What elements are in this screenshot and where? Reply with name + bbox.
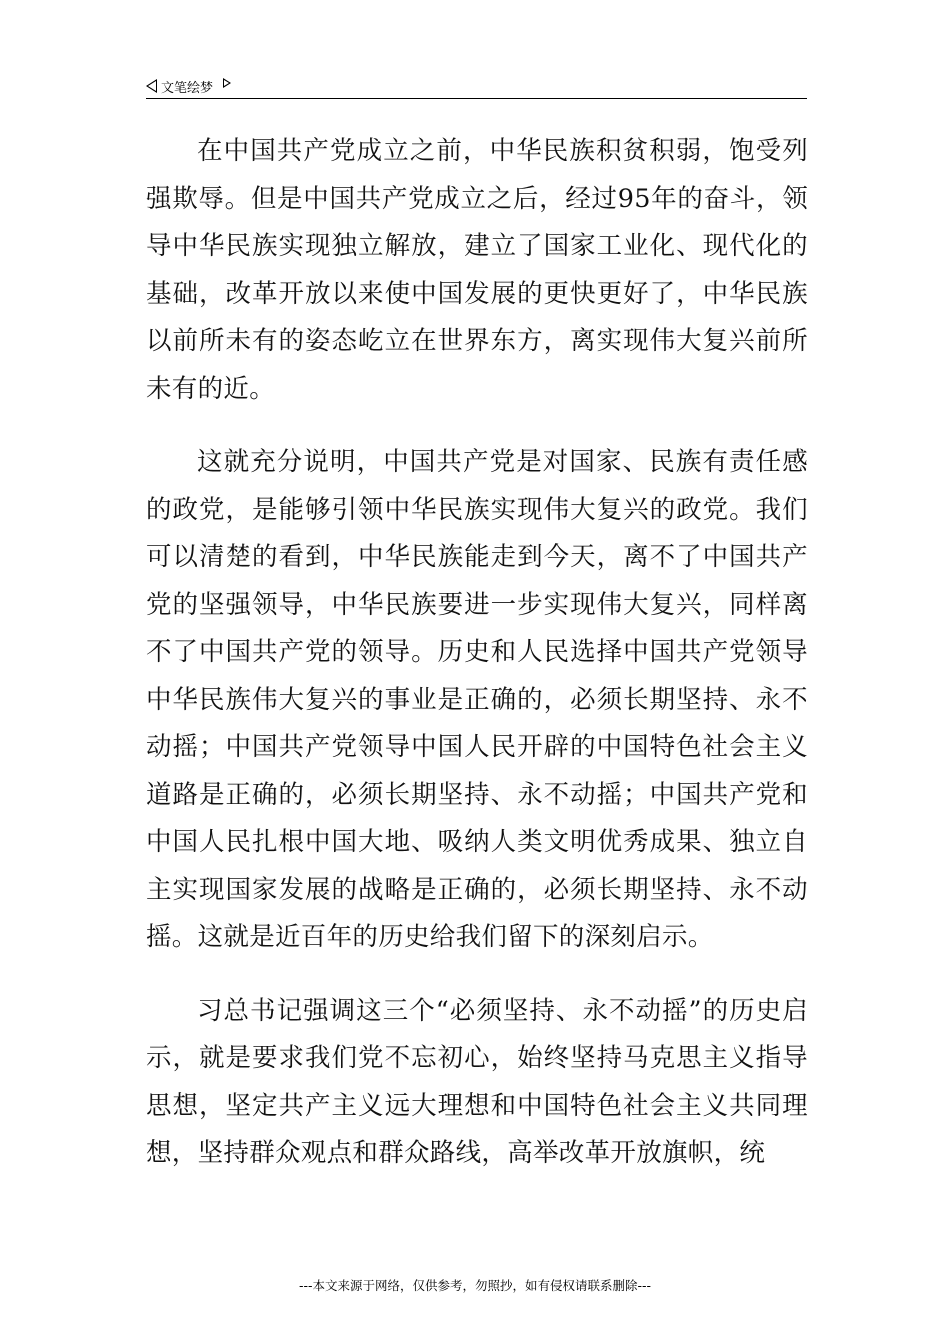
page-footer: ---本文来源于网络，仅供参考，勿照抄，如有侵权请联系删除--- (298, 1278, 652, 1293)
document-body (146, 128, 808, 1204)
paragraph: 这就充分说明，中国共产党是对国家、民族有责任感的政党，是能够引领中华民族实现伟大复兴的政党。我们可以清楚的看到，中华民族能走到今天，离不了中国共产党的坚强领导，中华民族要进一步实现伟大复兴，同样离不了中国共产党的领导。历史和人民选择中国共产党领导中华民族伟大复兴的事业是正确的，必须长期坚持、永不动摇；中国共产党领导中国人民开辟的中国特色社会主义道路是正确的，必须长期坚持、永不动摇；中国共产党和中国人民扎根中国大地、吸纳人类文明优秀成果、独立自主实现国家发展的战略是正确的，必须长期坚持、永不动摇。这就是近百年的历史给我们留下的深刻启示。 (146, 447, 808, 952)
triangle-left-icon (146, 79, 157, 93)
header-title: 文笔绘梦 (161, 80, 214, 96)
paragraph: 习总书记强调这三个“必须坚持、永不动摇”的历史启示，就是要求我们党不忘初心，始终坚持马克思主义指导思想，坚定共产主义远大理想和中国特色社会主义共同理想，坚持群众观点和群众路线，高举改革开放旗帜，统 (146, 995, 808, 1168)
paragraph: 在中国共产党成立之前，中华民族积贫积弱，饱受列强欺辱。但是中国共产党成立之后，经过95年的奋斗，领导中华民族实现独立解放，建立了国家工业化、现代化的基础，改革开放以来使中国发展的更快更好了，中华民族以前所未有的姿态屹立在世界东方，离实现伟大复兴前所未有的近。 (146, 136, 808, 404)
triangle-right-icon (223, 78, 231, 88)
page-header (146, 74, 807, 99)
